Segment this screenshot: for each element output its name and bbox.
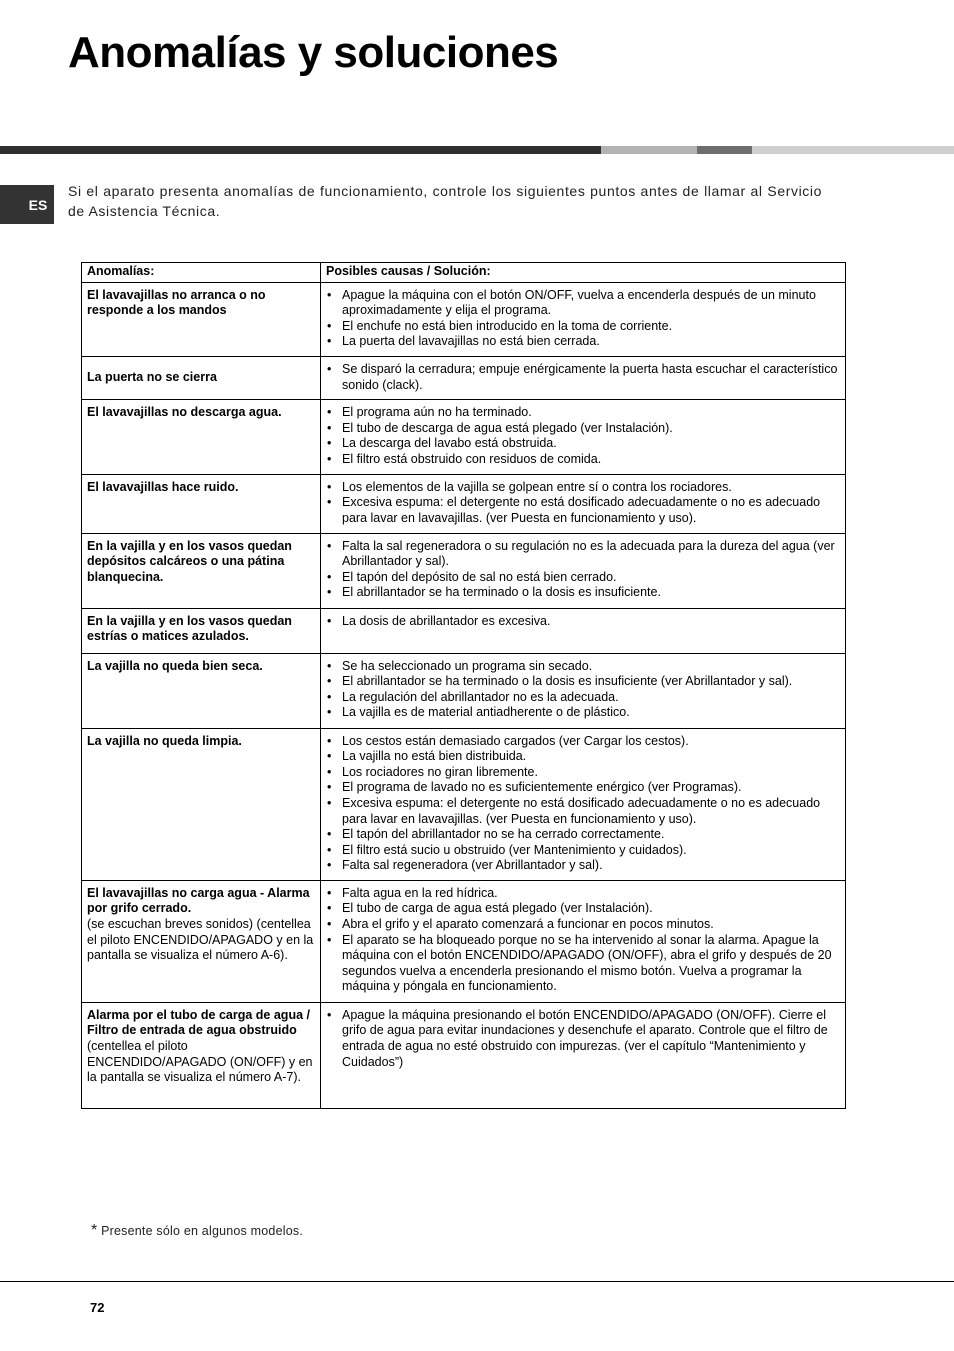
cause-item: • La regulación del abrillantador no es la adecuada.: [326, 690, 840, 706]
cause-item: • Los rociadores no giran libremente.: [326, 765, 840, 781]
anomaly-cell: [82, 728, 321, 880]
anomaly-cell: [82, 400, 321, 474]
causes-cell: [321, 474, 846, 533]
table-row: [82, 880, 846, 1002]
cause-item: • Se ha seleccionado un programa sin secado.: [326, 659, 840, 675]
anomaly-title: El lavavajillas no arranca o no responde a los mandos: [87, 287, 266, 318]
causes-list: [326, 362, 840, 393]
causes-cell: [321, 356, 846, 399]
anomaly-title: La vajilla no queda limpia.: [87, 733, 242, 748]
causes-list: [326, 405, 840, 467]
cause-item: • Falta agua en la red hídrica.: [326, 886, 840, 902]
header-causes: Posibles causas / Solución:: [321, 263, 846, 283]
header-rule-mid: [697, 146, 752, 154]
causes-list: [326, 480, 840, 527]
causes-list: [326, 1008, 840, 1070]
table-row: [82, 728, 846, 880]
cause-item: • Apague la máquina con el botón ON/OFF, vuelva a encenderla después de un minuto aproximadamente y elija el programa.: [326, 288, 840, 319]
table-header-row: [82, 263, 846, 283]
anomaly-detail: (centellea el piloto ENCENDIDO/APAGADO (ON/OFF) y en la pantalla se visualiza el número A-7).: [87, 1039, 313, 1085]
causes-cell: [321, 653, 846, 728]
anomaly-cell: [82, 533, 321, 608]
cause-item: • El tubo de descarga de agua está plegado (ver Instalación).: [326, 421, 840, 437]
anomaly-cell: [82, 608, 321, 653]
table-row: [82, 653, 846, 728]
anomaly-title: El lavavajillas no descarga agua.: [87, 405, 282, 420]
header-rule-pale: [752, 146, 954, 154]
anomaly-title: En la vajilla y en los vasos quedan depósitos calcáreos o una pátina blanquecina.: [87, 538, 292, 584]
cause-item: • Los cestos están demasiado cargados (ver Cargar los cestos).: [326, 734, 840, 750]
anomaly-cell: [82, 356, 321, 399]
table-row: [82, 1002, 846, 1108]
language-tab: ES: [0, 185, 54, 224]
causes-cell: [321, 880, 846, 1002]
causes-cell: [321, 533, 846, 608]
causes-cell: [321, 400, 846, 474]
causes-list: [326, 886, 840, 995]
anomaly-cell: [82, 282, 321, 356]
footnote-text: Presente sólo en algunos modelos.: [101, 1224, 303, 1238]
header-rule-dark: [0, 146, 601, 154]
cause-item: • Falta la sal regeneradora o su regulación no es la adecuada para la dureza del agua (ver Abrillantador y sal).: [326, 539, 840, 570]
cause-item: • El tubo de carga de agua está plegado (ver Instalación).: [326, 901, 840, 917]
cause-item: • La vajilla es de material antiadherente o de plástico.: [326, 705, 840, 721]
cause-item: • Excesiva espuma: el detergente no está dosificado adecuadamente o no es adecuado para lavar en lavavajillas. (ver Puesta en funcionamiento y uso).: [326, 495, 840, 526]
cause-item: • El programa de lavado no es suficientemente enérgico (ver Programas).: [326, 780, 840, 796]
cause-item: • Apague la máquina presionando el botón ENCENDIDO/APAGADO (ON/OFF). Cierre el grifo de agua para evitar inundaciones y desenchufe el aparato. Controle que el filtro de entrada de agua no esté obstruido con impurezas. (ver el capítulo “Mantenimiento y Cuidados”): [326, 1008, 840, 1070]
cause-item: • El abrillantador se ha terminado o la dosis es insuficiente (ver Abrillantador y sal).: [326, 674, 840, 690]
anomaly-cell: [82, 653, 321, 728]
anomalies-table: [81, 262, 846, 1109]
anomaly-title: Alarma por el tubo de carga de agua / Filtro de entrada de agua obstruido: [87, 1007, 310, 1038]
causes-list: [326, 659, 840, 721]
footer-rule: [0, 1281, 954, 1282]
table-row: [82, 282, 846, 356]
cause-item: • El filtro está sucio u obstruido (ver Mantenimiento y cuidados).: [326, 843, 840, 859]
cause-item: • El tapón del depósito de sal no está bien cerrado.: [326, 570, 840, 586]
cause-item: • El programa aún no ha terminado.: [326, 405, 840, 421]
table-row: [82, 356, 846, 399]
table-row: [82, 400, 846, 474]
cause-item: • El filtro está obstruido con residuos de comida.: [326, 452, 840, 468]
header-rule-light: [601, 146, 697, 154]
cause-item: • El tapón del abrillantador no se ha cerrado correctamente.: [326, 827, 840, 843]
table-row: [82, 608, 846, 653]
causes-list: [326, 288, 840, 350]
causes-cell: [321, 282, 846, 356]
anomaly-title: La vajilla no queda bien seca.: [87, 658, 263, 673]
cause-item: • El abrillantador se ha terminado o la dosis es insuficiente.: [326, 585, 840, 601]
cause-item: • Se disparó la cerradura; empuje enérgicamente la puerta hasta escuchar el característico sonido (clack).: [326, 362, 840, 393]
anomaly-cell: [82, 1002, 321, 1108]
anomaly-title: El lavavajillas no carga agua - Alarma por grifo cerrado.: [87, 885, 310, 916]
cause-item: • La puerta del lavavajillas no está bien cerrada.: [326, 334, 840, 350]
header-anomalies: Anomalías:: [82, 263, 321, 283]
cause-item: • Abra el grifo y el aparato comenzará a funcionar en pocos minutos.: [326, 917, 840, 933]
cause-item: • La vajilla no está bien distribuida.: [326, 749, 840, 765]
cause-item: • El enchufe no está bien introducido en la toma de corriente.: [326, 319, 840, 335]
anomaly-detail: (se escuchan breves sonidos) (centellea el piloto ENCENDIDO/APAGADO y en la pantalla se visualiza el número A-6).: [87, 917, 314, 963]
cause-item: • Los elementos de la vajilla se golpean entre sí o contra los rociadores.: [326, 480, 840, 496]
cause-item: • La descarga del lavabo está obstruida.: [326, 436, 840, 452]
anomaly-title: El lavavajillas hace ruido.: [87, 479, 239, 494]
causes-list: [326, 734, 840, 874]
anomaly-title: La puerta no se cierra: [87, 369, 217, 384]
cause-item: • Excesiva espuma: el detergente no está dosificado adecuadamente o no es adecuado para lavar en lavavajillas. (ver Puesta en funcionamiento y uso).: [326, 796, 840, 827]
causes-cell: [321, 1002, 846, 1108]
causes-list: [326, 539, 840, 601]
cause-item: • La dosis de abrillantador es excesiva.: [326, 614, 840, 630]
footnote-asterisk: *: [91, 1222, 98, 1239]
page-number: 72: [90, 1300, 105, 1315]
intro-text: Si el aparato presenta anomalías de funcionamiento, controle los siguientes puntos antes de llamar al Servicio de Asistencia Técnica.: [68, 183, 822, 219]
causes-cell: [321, 728, 846, 880]
cause-item: • El aparato se ha bloqueado porque no se ha intervenido al sonar la alarma. Apague la máquina con el botón ENCENDIDO/APAGADO (ON/OFF), abra el grifo y después de 20 segundos vuelva a encenderla presionando el mismo botón. Vuelva a programar la máquina y póngala en funcionamiento.: [326, 933, 840, 995]
anomaly-cell: [82, 474, 321, 533]
anomaly-cell: [82, 880, 321, 1002]
anomaly-title: En la vajilla y en los vasos quedan estrías o matices azulados.: [87, 613, 292, 644]
table-row: [82, 474, 846, 533]
causes-cell: [321, 608, 846, 653]
table-row: [82, 533, 846, 608]
page-title: Anomalías y soluciones: [68, 28, 559, 77]
footnote: [91, 1224, 303, 1242]
causes-list: [326, 614, 840, 630]
cause-item: • Falta sal regeneradora (ver Abrillantador y sal).: [326, 858, 840, 874]
